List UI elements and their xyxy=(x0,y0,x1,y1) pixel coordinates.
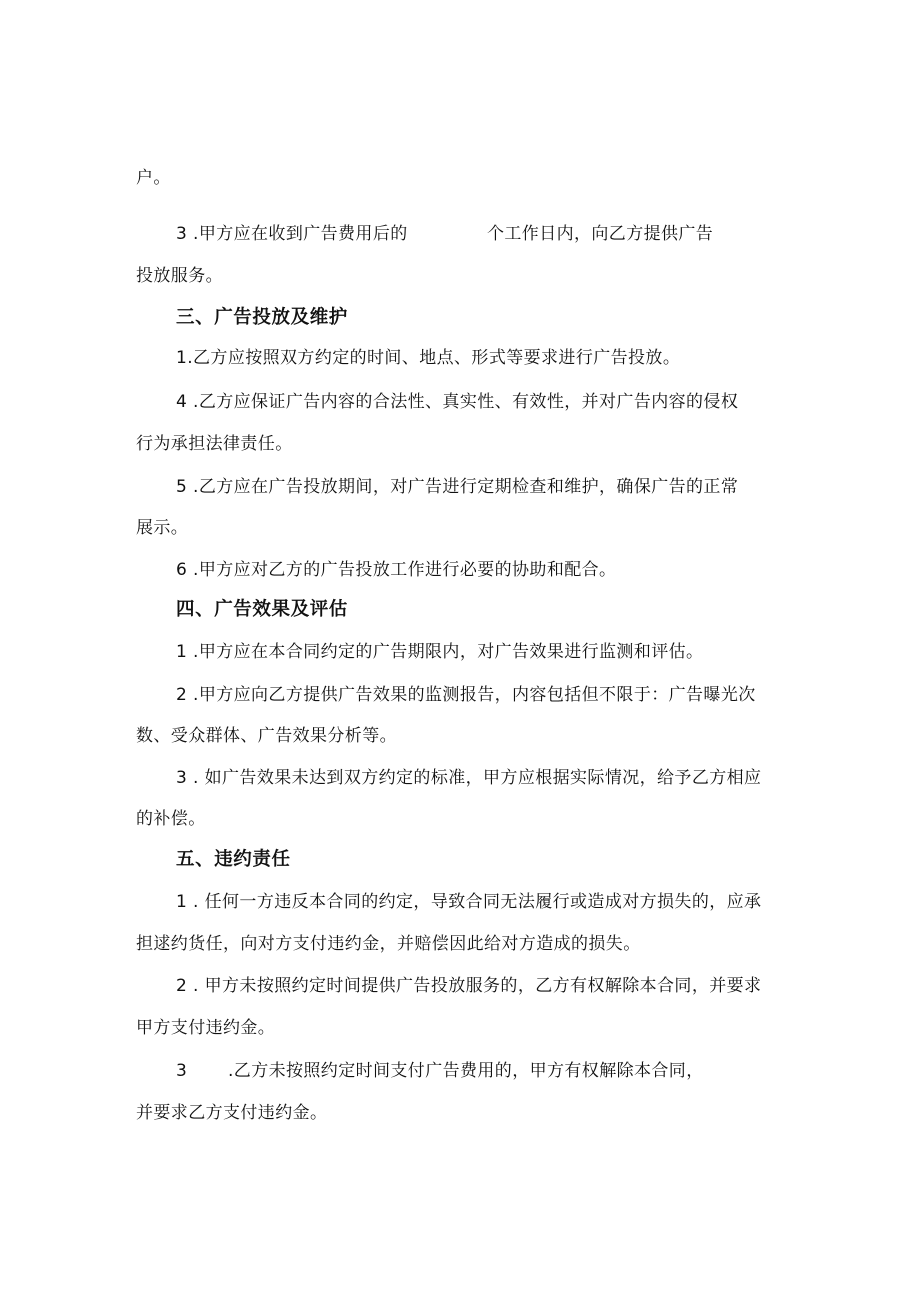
section3-heading: 三、广告投放及维护 xyxy=(176,307,348,328)
section5-item1-line1: 1 . 任何一方违反本合同的约定，导致合同无法履行或造成对方损失的，应承 xyxy=(176,892,762,912)
section2-item3-line1-part-a: 3 .甲方应在收到广告费用后的 xyxy=(176,224,408,244)
section3-item6: 6 .甲方应对乙方的广告投放工作进行必要的协助和配合。 xyxy=(176,560,617,580)
section4-item2-line2: 数、受众群体、广告效果分析等。 xyxy=(136,726,397,746)
section2-item3-line2: 投放服务。 xyxy=(136,266,223,286)
section3-item5-line2: 展示。 xyxy=(136,518,189,538)
section3-item5-line1: 5 .乙方应在广告投放期间，对广告进行定期检查和维护，确保广告的正常 xyxy=(176,477,739,497)
section5-heading: 五、违约责任 xyxy=(176,849,291,870)
section2-item3-line1-part-b: 个工作日内，向乙方提供广告 xyxy=(487,224,714,244)
section5-item2-line2: 甲方支付违约金。 xyxy=(136,1018,276,1038)
section4-heading: 四、广告效果及评估 xyxy=(176,599,348,620)
section4-item1: 1 .甲方应在本合同约定的广告期限内，对广告效果进行监测和评估。 xyxy=(176,642,704,662)
section3-item4-line1: 4 .乙方应保证广告内容的合法性、真实性、有效性，并对广告内容的侵权 xyxy=(176,392,739,412)
section5-item1-line2: 担逑约货任，向对方支付违约金，并赔偿因此给对方造成的损失。 xyxy=(136,934,641,954)
section4-item3-line2: 的补偿。 xyxy=(136,809,206,829)
section5-item3-line2: 并要求乙方支付违约金。 xyxy=(136,1103,328,1123)
continued-line-fragment: 户。 xyxy=(136,168,171,188)
section4-item2-line1: 2 .甲方应向乙方提供广告效果的监测报告，内容包括但不限于：广告曝光次 xyxy=(176,685,756,705)
section4-item3-line1: 3 . 如广告效果未达到双方约定的标准，甲方应根据实际情况，给予乙方相应 xyxy=(176,768,762,788)
section3-item4-line2: 行为承担法律责任。 xyxy=(136,434,293,454)
section5-item2-line1: 2 . 甲方未按照约定时间提供广告投放服务的，乙方有权解除本合同，并要求 xyxy=(176,976,762,996)
section5-item3-line1: .乙方未按照约定时间支付广告费用的，甲方有权解除本合同， xyxy=(228,1061,704,1081)
section3-item1: 1.乙方应按照双方约定的时间、地点、形式等要求进行广告投放。 xyxy=(176,348,681,368)
section5-item3-number: 3 xyxy=(176,1061,188,1081)
